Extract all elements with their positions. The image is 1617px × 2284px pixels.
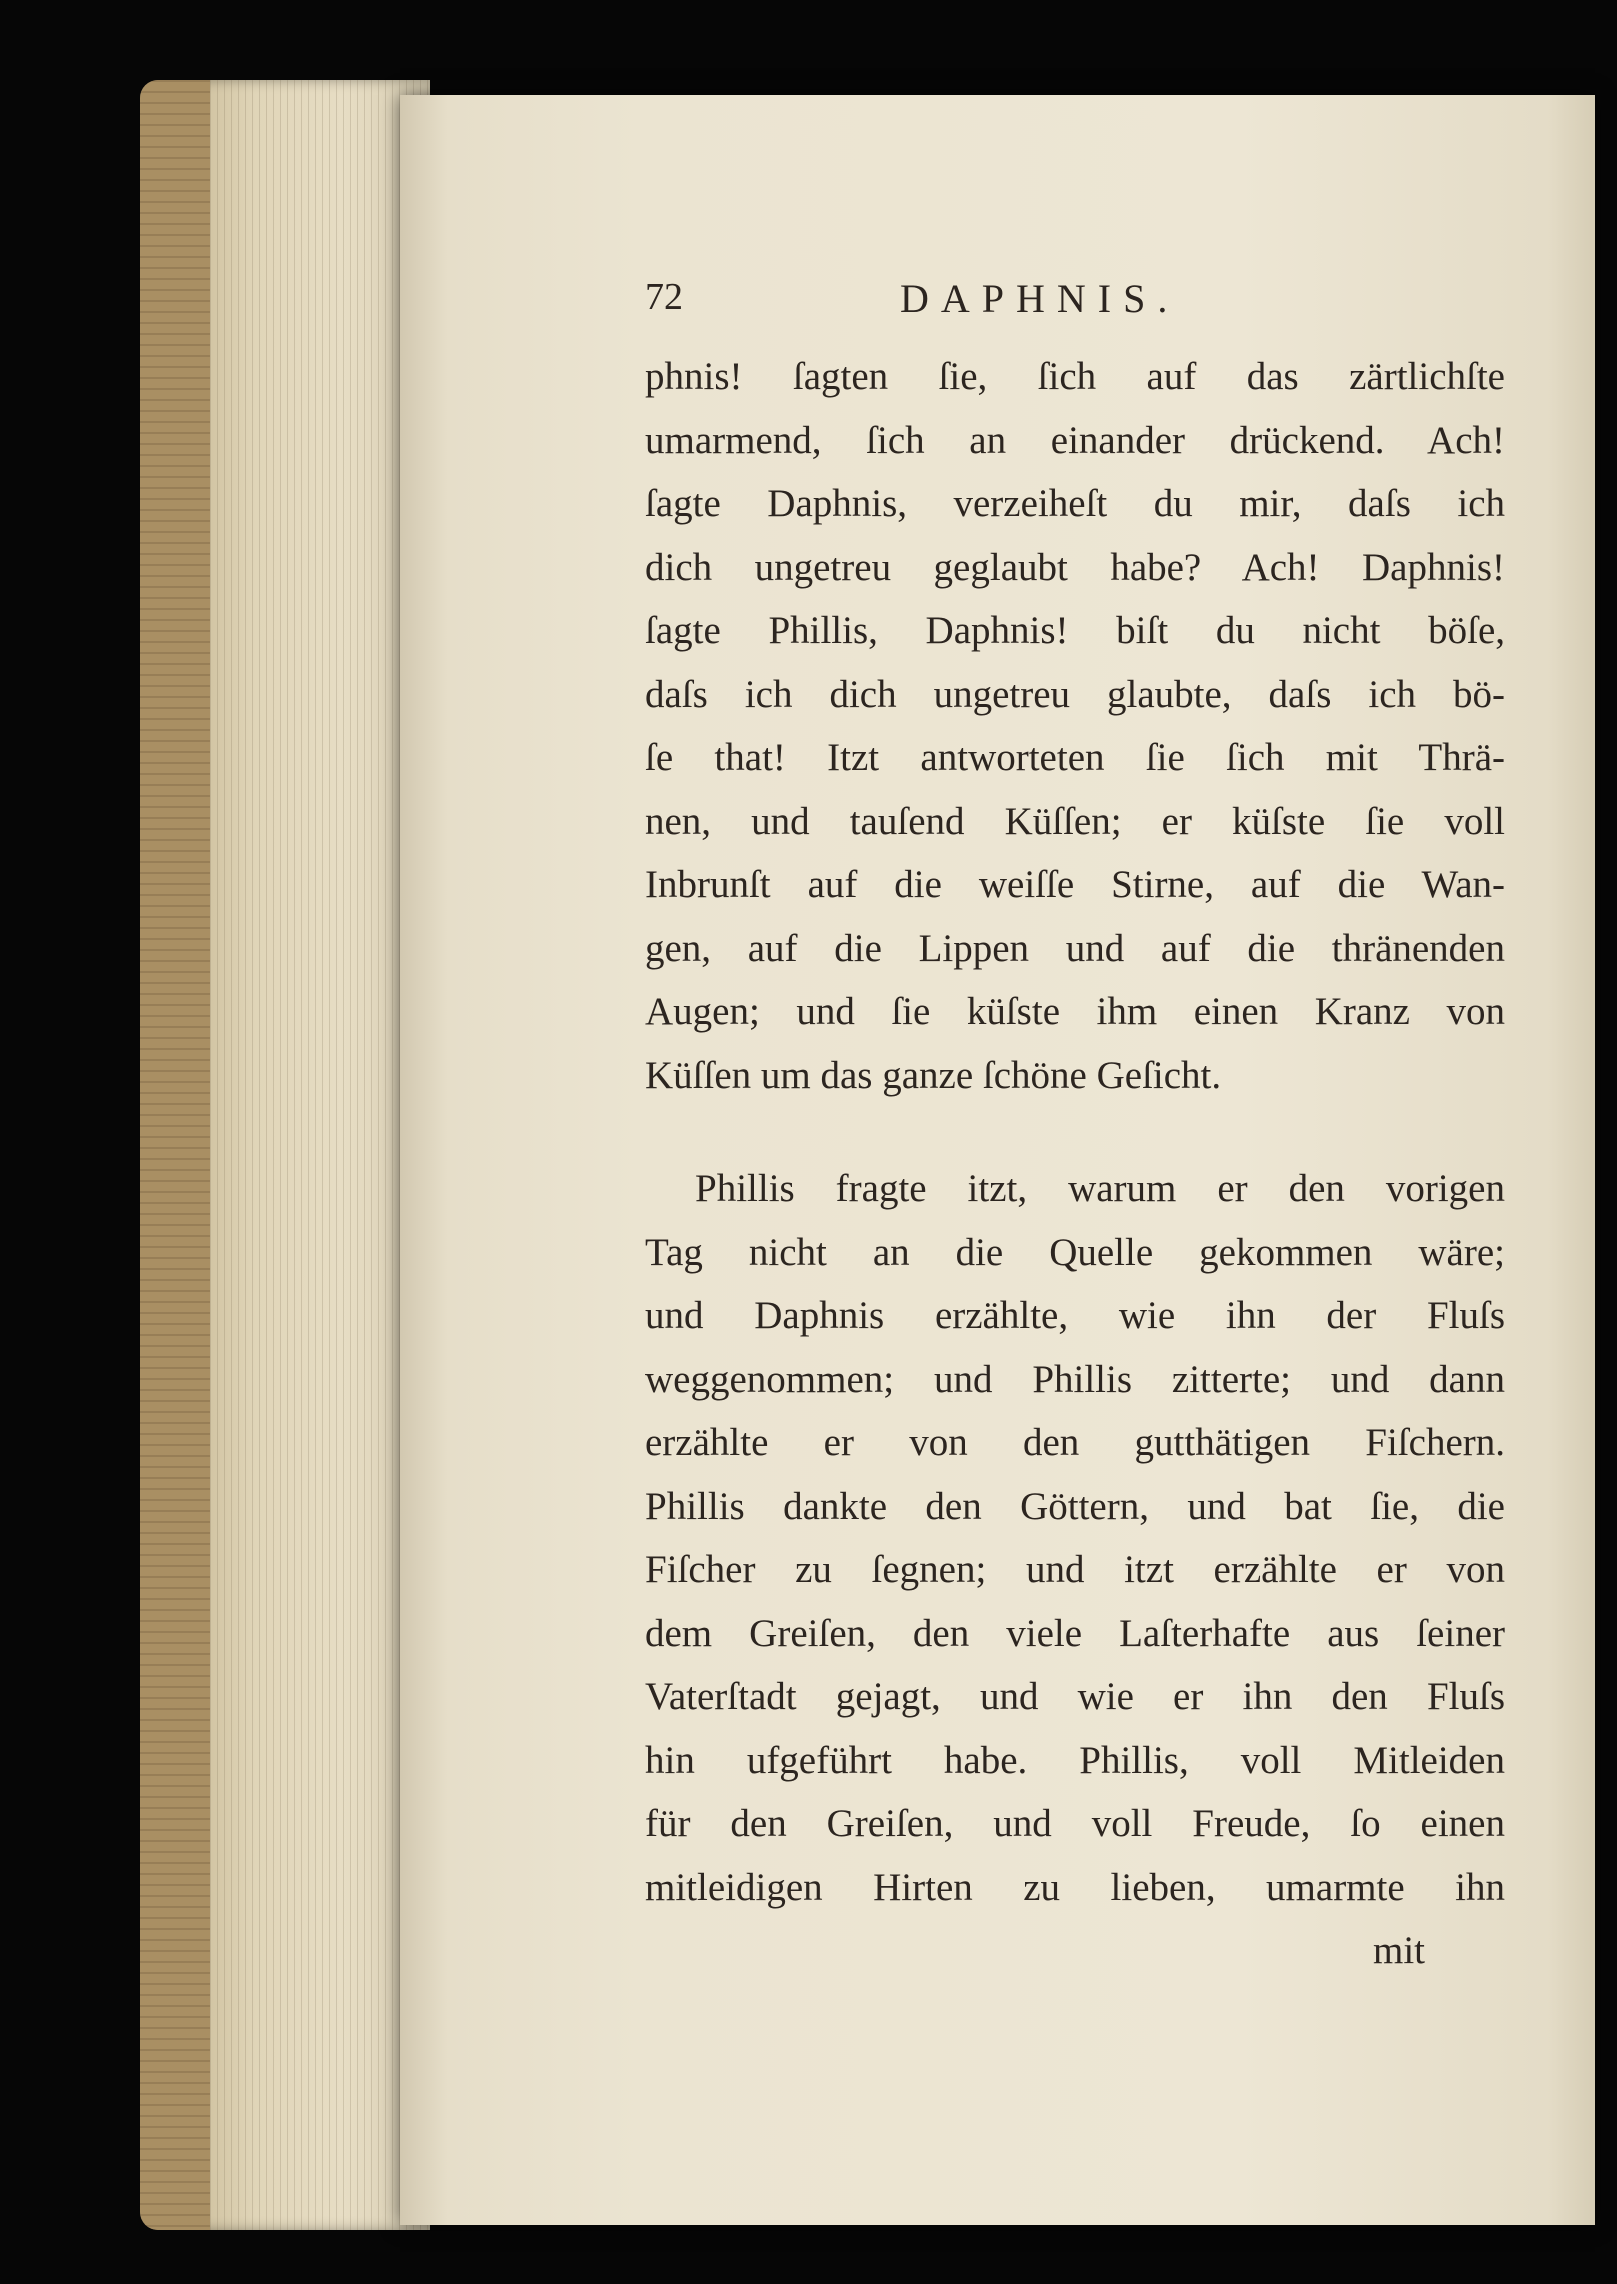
text-line: Vaterſtadt gejagt, und wie er ihn den Fluſs	[645, 1675, 1505, 1718]
text-line: gen, auf die Lippen und auf die thränenden	[645, 926, 1505, 970]
text-line: weggenommen; und Phillis zitterte; und dann	[645, 1357, 1505, 1401]
running-title: DAPHNIS.	[900, 276, 1180, 321]
text-line: Fiſcher zu ſegnen; und itzt erzählte er von	[645, 1548, 1505, 1591]
text-line: hin ufgeführt habe. Phillis, voll Mitleiden	[645, 1738, 1505, 1782]
text-line: ſagte Daphnis, verzeiheſt du mir, daſs ich	[645, 482, 1505, 525]
text-line: erzählte er von den gutthätigen Fiſchern.	[645, 1421, 1505, 1464]
text-line: Küſſen um das ganze ſchöne Geſicht.	[645, 1053, 1222, 1097]
text-line: umarmend, ſich an einander drückend. Ach!	[645, 418, 1505, 462]
book-page-edges	[140, 80, 430, 2230]
page-text-block	[645, 275, 1505, 1983]
text-line: dem Greiſen, den viele Laſterhafte aus ſeiner	[645, 1611, 1505, 1655]
text-line: Inbrunſt auf die weiſſe Stirne, auf die Wan-	[645, 863, 1505, 906]
text-line: ſe that! Itzt antworteten ſie ſich mit Thrä-	[645, 736, 1505, 779]
text-line: phnis! ſagten ſie, ſich auf das zärtlichſte	[645, 355, 1505, 398]
text-line: mitleidigen Hirten zu lieben, umarmte ihn	[645, 1865, 1505, 1909]
text-line: Phillis fragte itzt, warum er den vorigen	[695, 1167, 1505, 1210]
text-line: dich ungetreu geglaubt habe? Ach! Daphnis!	[645, 545, 1505, 589]
text-line: Phillis dankte den Göttern, und bat ſie, die	[645, 1484, 1505, 1528]
text-line: und Daphnis erzählte, wie ihn der Fluſs	[645, 1294, 1505, 1337]
paragraph-1	[645, 345, 1505, 1107]
paragraph-2	[645, 1157, 1505, 1919]
text-line: Tag nicht an die Quelle gekommen wäre;	[645, 1230, 1505, 1274]
text-line: ſagte Phillis, Daphnis! biſt du nicht böſe,	[645, 609, 1505, 652]
page-number: 72	[645, 276, 683, 318]
book-page	[400, 95, 1595, 2225]
running-head	[645, 275, 1505, 345]
text-line: für den Greiſen, und voll Freude, ſo einen	[645, 1802, 1505, 1845]
catchword: mit	[1372, 1929, 1425, 1972]
paragraph-gap	[645, 1107, 1505, 1157]
text-line: daſs ich dich ungetreu glaubte, daſs ich bö-	[645, 672, 1505, 716]
text-line: Augen; und ſie küſste ihm einen Kranz von	[645, 990, 1505, 1033]
text-line: nen, und tauſend Küſſen; er küſste ſie voll	[645, 799, 1505, 843]
